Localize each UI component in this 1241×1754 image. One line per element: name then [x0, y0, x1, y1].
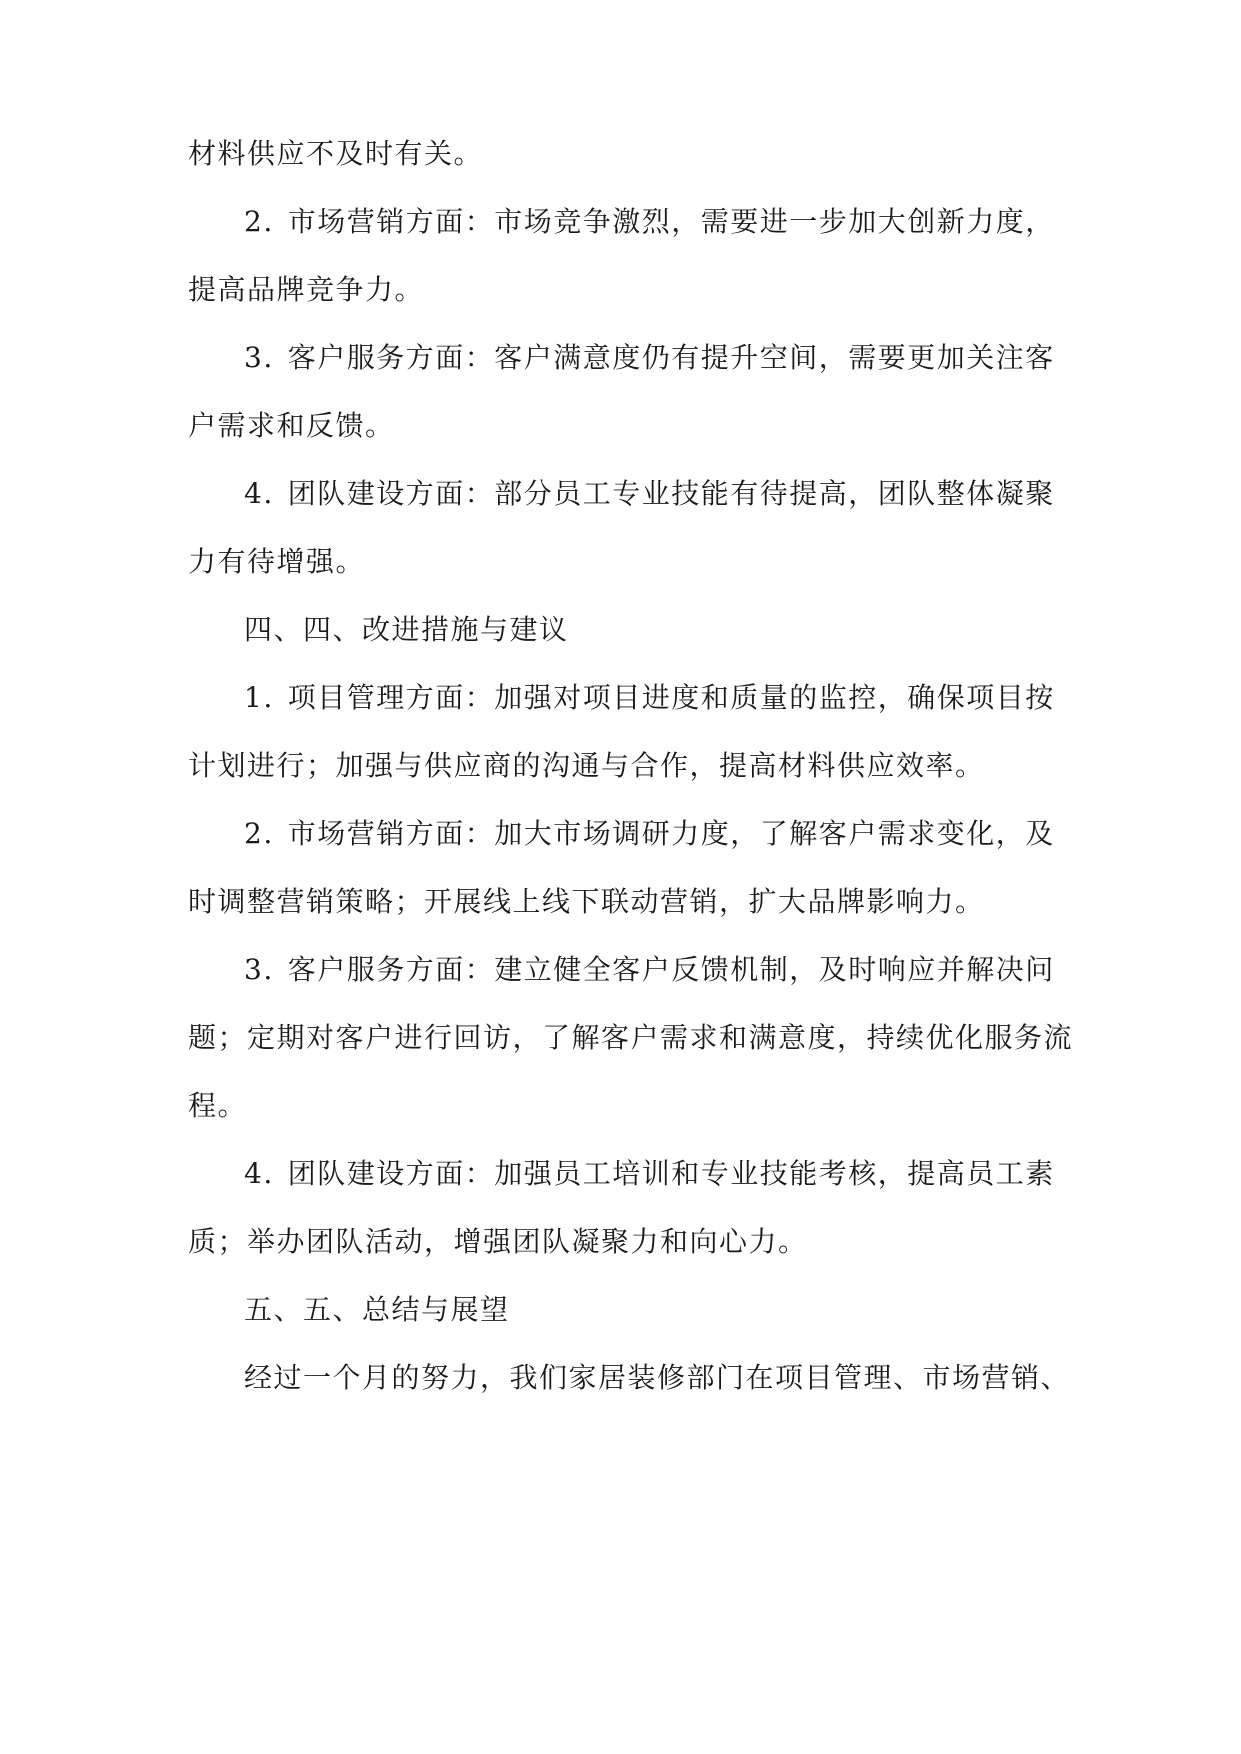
- list-number: 1.: [244, 681, 274, 714]
- list-number: 4.: [244, 477, 274, 510]
- text-line: [0, 1224, 1241, 1260]
- line-text: 力有待增强。: [188, 545, 366, 578]
- list-number: 3.: [244, 341, 274, 374]
- line-text: 客户服务方面：客户满意度仍有提升空间，需要更加关注客: [287, 341, 1055, 374]
- list-item: [0, 340, 1241, 376]
- text-line: [0, 884, 1241, 920]
- list-number: 3.: [244, 953, 274, 986]
- line-text: 经过一个月的努力，我们家居装修部门在项目管理、市场营销、: [244, 1361, 1071, 1394]
- list-item: [0, 476, 1241, 512]
- line-text: 质；举办团队活动，增强团队凝聚力和向心力。: [188, 1225, 808, 1258]
- line-text: 户需求和反馈。: [188, 409, 395, 442]
- section-heading: [0, 612, 1241, 648]
- text-line: [0, 136, 1241, 172]
- list-item: [0, 952, 1241, 988]
- text-line: [0, 1088, 1241, 1124]
- section-heading: [0, 1292, 1241, 1328]
- heading-text: 四、四、改进措施与建议: [244, 613, 569, 646]
- list-item: [0, 680, 1241, 716]
- line-text: 题；定期对客户进行回访，了解客户需求和满意度，持续优化服务流: [188, 1021, 1074, 1054]
- list-item: [0, 204, 1241, 240]
- line-text: 团队建设方面：加强员工培训和专业技能考核，提高员工素: [287, 1157, 1055, 1190]
- line-text: 团队建设方面：部分员工专业技能有待提高，团队整体凝聚: [287, 477, 1055, 510]
- line-text: 程。: [188, 1089, 248, 1122]
- line-text: 提高品牌竞争力。: [188, 273, 425, 306]
- line-text: 计划进行；加强与供应商的沟通与合作，提高材料供应效率。: [188, 749, 985, 782]
- line-text: 市场营销方面：市场竞争激烈，需要进一步加大创新力度，: [287, 205, 1055, 238]
- line-text: 客户服务方面：建立健全客户反馈机制，及时响应并解决问: [287, 953, 1055, 986]
- list-number: 2.: [244, 205, 274, 238]
- list-number: 2.: [244, 817, 274, 850]
- heading-text: 五、五、总结与展望: [244, 1293, 510, 1326]
- text-line: [0, 272, 1241, 308]
- list-item: [0, 816, 1241, 852]
- line-text: 材料供应不及时有关。: [188, 137, 484, 170]
- line-text: 市场营销方面：加大市场调研力度，了解客户需求变化，及: [287, 817, 1055, 850]
- list-item: [0, 1156, 1241, 1192]
- line-text: 时调整营销策略；开展线上线下联动营销，扩大品牌影响力。: [188, 885, 985, 918]
- list-number: 4.: [244, 1157, 274, 1190]
- text-line: [0, 544, 1241, 580]
- line-text: 项目管理方面：加强对项目进度和质量的监控，确保项目按: [287, 681, 1055, 714]
- text-line: [0, 1360, 1241, 1396]
- text-line: [0, 748, 1241, 784]
- text-line: [0, 1020, 1241, 1056]
- text-line: [0, 408, 1241, 444]
